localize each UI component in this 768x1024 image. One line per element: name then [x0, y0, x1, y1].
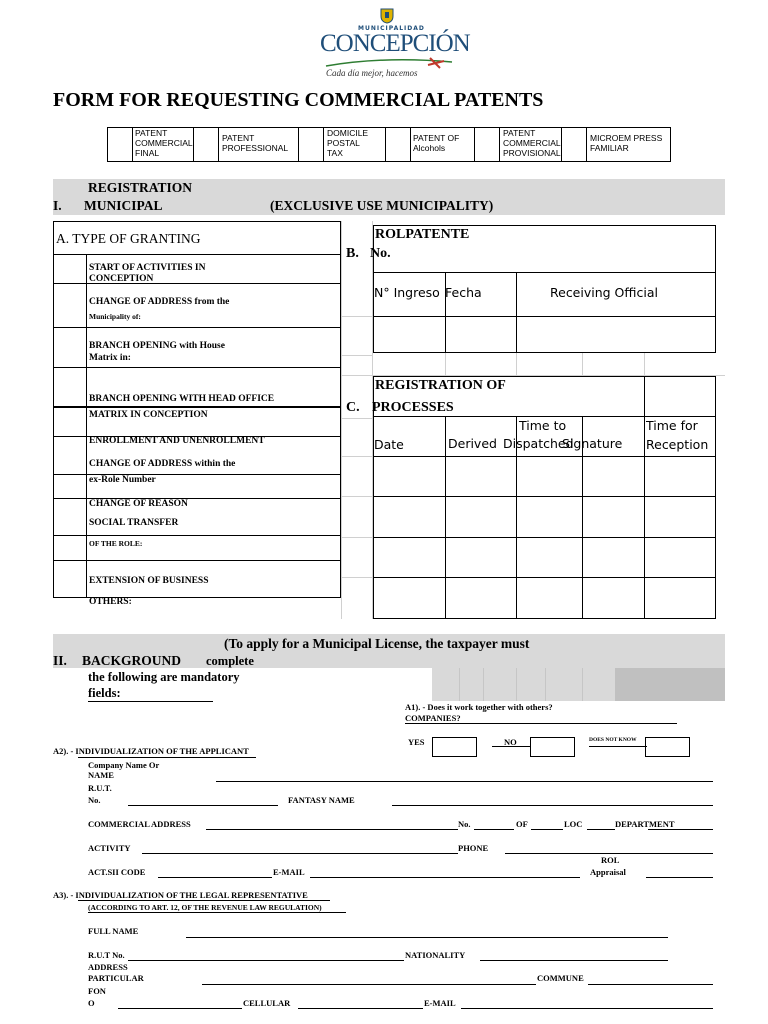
- rolpatente-col-fecha: Fecha: [445, 285, 482, 300]
- a2-email-label: E-MAIL: [273, 867, 305, 877]
- a1-yes-checkbox[interactable]: [432, 737, 477, 757]
- processes-col-signature: Signature: [562, 436, 623, 451]
- granting-item: Matrix in:: [89, 353, 131, 363]
- rolpatente-col-ingreso: N° Ingreso: [374, 285, 440, 300]
- a2-addr-no-field[interactable]: [474, 829, 514, 830]
- coat-of-arms-icon: [380, 8, 394, 24]
- a2-name-label: NAME: [88, 770, 114, 780]
- granting-item: BRANCH OPENING with House: [89, 341, 225, 351]
- rolpatente-col-official: Receiving Official: [550, 285, 658, 300]
- granting-checkbox-branch-house[interactable]: [54, 328, 85, 366]
- granting-item: SOCIAL TRANSFER: [89, 518, 179, 528]
- granting-checkbox-start[interactable]: [54, 255, 85, 282]
- a3-email-label: E-MAIL: [424, 998, 456, 1008]
- section1-line1: REGISTRATION: [88, 180, 193, 195]
- a2-loc-label: LOC: [564, 819, 583, 829]
- patent-type-label: DOMICILE POSTAL TAX: [327, 128, 369, 158]
- granting-item: ex-Role Number: [89, 475, 156, 485]
- a3-nationality-field[interactable]: [480, 960, 668, 961]
- a2-of-label: OF: [516, 819, 528, 829]
- granting-item: EXTENSION OF BUSINESS: [89, 576, 209, 586]
- granting-checkbox-change-reason[interactable]: [54, 475, 85, 497]
- logo-slogan: Cada día mejor, hacemos: [326, 68, 418, 78]
- patent-type-label: MICROEM PRESS FAMILIAR: [590, 133, 663, 153]
- granting-title: A. TYPE OF GRANTING: [56, 231, 201, 246]
- a2-name-field[interactable]: [216, 781, 713, 782]
- a3-email-field[interactable]: [461, 1008, 713, 1009]
- section2-number: II.: [53, 653, 67, 668]
- a1-yes-label: YES: [408, 737, 425, 747]
- granting-checkbox-enrollment[interactable]: [54, 408, 85, 435]
- processes-col-derived: Derived: [448, 436, 497, 451]
- municipal-logo: [318, 8, 470, 78]
- patent-type-label: PATENT PROFESSIONAL: [222, 133, 289, 153]
- logo-main-text: CONCEPCIÓN: [320, 30, 470, 57]
- a2-fantasy-label: FANTASY NAME: [288, 795, 355, 805]
- granting-item: CHANGE OF ADDRESS within the: [89, 459, 236, 469]
- patent-type-label: PATENT COMMERCIAL FINAL: [135, 128, 193, 158]
- granting-item: MATRIX IN CONCEPTION: [89, 410, 208, 420]
- a2-no-label: No.: [88, 795, 101, 805]
- patent-type-checkbox[interactable]: [193, 127, 219, 162]
- patent-type-checkbox[interactable]: [107, 127, 133, 162]
- a2-address-field[interactable]: [206, 829, 458, 830]
- a2-rut-field[interactable]: [128, 805, 278, 806]
- a3-full-name-label: FULL NAME: [88, 926, 139, 936]
- a3-phone-field[interactable]: [118, 1008, 242, 1009]
- a3-particular-label: PARTICULAR: [88, 973, 144, 983]
- patent-type-label: PATENT COMMERCIAL PROVISIONAL: [503, 128, 561, 158]
- a1-dont-know-checkbox[interactable]: [645, 737, 690, 757]
- processes-col-date: Date: [374, 437, 404, 452]
- a3-fono-label: FON: [88, 986, 106, 996]
- section2-note3: the following are mandatory: [88, 670, 240, 684]
- a3-address-label: ADDRESS: [88, 962, 128, 972]
- a3-fono-label-2: O: [88, 998, 95, 1008]
- granting-checkbox-change-within[interactable]: [54, 437, 85, 473]
- a3-rut-field[interactable]: [128, 960, 404, 961]
- processes-title2: PROCESSES: [372, 400, 454, 415]
- a2-actsii-field[interactable]: [158, 877, 272, 878]
- section2-note1: (To apply for a Municipal License, the taxpayer must: [224, 636, 530, 651]
- a2-of-field[interactable]: [531, 829, 563, 830]
- a3-subtitle: (ACCORDING TO ART. 12, OF THE REVENUE LAW REGULATION): [88, 903, 322, 912]
- a2-title: A2). - INDIVIDUALIZATION OF THE APPLICANT: [53, 746, 249, 756]
- granting-checkbox-branch-head[interactable]: [54, 368, 85, 405]
- a2-department-field[interactable]: [648, 829, 713, 830]
- patent-type-checkbox[interactable]: [385, 127, 411, 162]
- processes-col-time-for: Time for: [646, 418, 698, 433]
- rolpatente-title: ROLPATENTE: [375, 227, 470, 242]
- a1-dont-know-label: DOES NOT KNOW: [589, 737, 637, 743]
- a2-email-field[interactable]: [310, 877, 580, 878]
- granting-item: BRANCH OPENING WITH HEAD OFFICE: [89, 394, 275, 404]
- section2-title: BACKGROUND: [82, 653, 182, 668]
- logo-top-text: MUNICIPALIDAD: [358, 25, 425, 32]
- granting-checkbox-transfer[interactable]: [54, 499, 85, 534]
- processes-title1: REGISTRATION OF: [375, 378, 506, 393]
- section1-number: I.: [53, 198, 62, 213]
- granting-item: ENROLLMENT AND UNENROLLMENT: [89, 436, 265, 446]
- a2-rut-label: R.U.T.: [88, 783, 112, 793]
- form-title: FORM FOR REQUESTING COMMERCIAL PATENTS: [53, 89, 544, 111]
- granting-item: CHANGE OF REASON: [89, 499, 188, 509]
- a3-cellular-field[interactable]: [298, 1008, 423, 1009]
- a1-no-checkbox[interactable]: [530, 737, 575, 757]
- a2-appraisal-field[interactable]: [646, 877, 713, 878]
- a3-commune-label: COMMUNE: [537, 973, 584, 983]
- a2-actsii-label: ACT.SII CODE: [88, 867, 146, 877]
- granting-item: START OF ACTIVITIES IN CONCEPTION: [89, 263, 206, 284]
- a2-appraisal-label: Appraisal: [590, 867, 626, 877]
- a3-address-field[interactable]: [202, 984, 536, 985]
- a3-nationality-label: NATIONALITY: [405, 950, 466, 960]
- rolpatente-letter: B.: [346, 246, 359, 261]
- a2-rol-label: ROL: [601, 855, 620, 865]
- a2-activity-field[interactable]: [142, 853, 458, 854]
- a2-fantasy-field[interactable]: [392, 805, 713, 806]
- a2-address-label: COMMERCIAL ADDRESS: [88, 819, 191, 829]
- a3-full-name-field[interactable]: [186, 937, 668, 938]
- granting-item: CHANGE OF ADDRESS from the: [89, 297, 230, 307]
- processes-col-time-to: Time to: [519, 418, 567, 433]
- rolpatente-no: No.: [370, 246, 391, 261]
- a3-cellular-label: CELLULAR: [243, 998, 291, 1008]
- section2-note4: fields:: [88, 686, 121, 700]
- granting-item: Municipality of:: [89, 312, 141, 321]
- section1-line2: MUNICIPAL: [84, 198, 163, 213]
- rolpatente-ingreso-input[interactable]: [374, 317, 444, 352]
- processes-col-reception: Reception: [646, 437, 709, 452]
- a2-department-label: DEPARTMENT: [615, 819, 675, 829]
- granting-item: OTHERS:: [89, 597, 132, 607]
- patent-type-checkbox[interactable]: [561, 127, 587, 162]
- processes-col-dispatched: Dispatched: [503, 436, 574, 451]
- rolpatente-fecha-input[interactable]: [446, 317, 515, 352]
- patent-type-checkbox[interactable]: [474, 127, 500, 162]
- a1-companies: COMPANIES?: [405, 713, 461, 723]
- a2-phone-label: PHONE: [458, 843, 489, 853]
- processes-letter: C.: [346, 400, 360, 415]
- a2-activity-label: ACTIVITY: [88, 843, 131, 853]
- a2-loc-field[interactable]: [587, 829, 615, 830]
- a1-question: A1). - Does it work together with others?: [405, 702, 553, 712]
- a3-title: A3). - INDIVIDUALIZATION OF THE LEGAL REPRESENTATIVE: [53, 890, 308, 900]
- section2-note2: complete: [206, 654, 254, 668]
- patent-type-label: PATENT OF Alcohols: [413, 133, 460, 153]
- a3-commune-field[interactable]: [588, 984, 713, 985]
- section1-note: (EXCLUSIVE USE MUNICIPALITY): [270, 198, 494, 213]
- patent-type-checkbox[interactable]: [298, 127, 324, 162]
- granting-checkbox-extension[interactable]: [54, 561, 85, 597]
- a2-addr-no-label: No.: [458, 819, 471, 829]
- a3-rut-label: R.U.T No.: [88, 950, 125, 960]
- granting-checkbox-change-address[interactable]: [54, 284, 85, 326]
- a2-phone-field[interactable]: [505, 853, 713, 854]
- granting-item: OF THE ROLE:: [89, 539, 143, 548]
- a2-company-name-label: Company Name Or: [88, 760, 160, 770]
- a1-no-label: NO: [504, 737, 517, 747]
- rolpatente-official-input[interactable]: [517, 317, 715, 352]
